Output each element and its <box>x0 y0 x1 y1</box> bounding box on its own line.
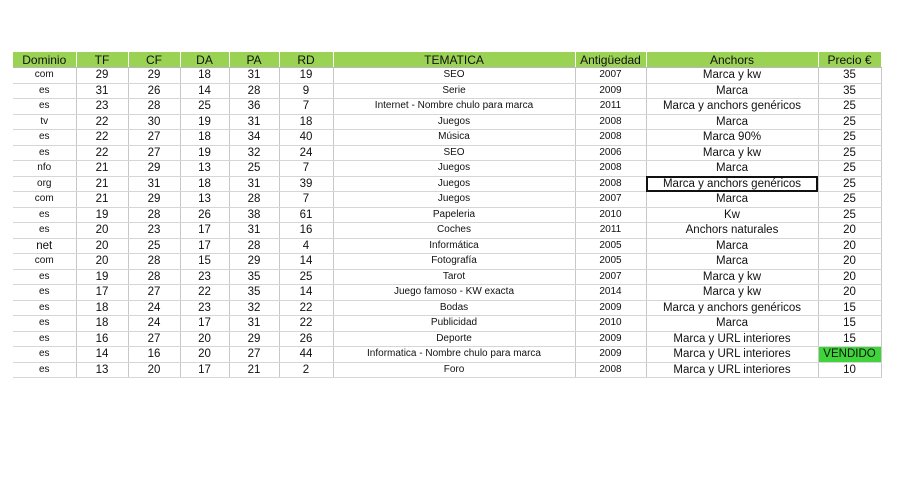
cell-antiguedad[interactable]: 2005 <box>575 238 646 254</box>
cell-antiguedad[interactable]: 2006 <box>575 145 646 161</box>
cell-anchors[interactable]: Marca <box>646 254 818 270</box>
cell-da[interactable]: 18 <box>180 130 229 146</box>
cell-dominio[interactable]: es <box>13 269 76 285</box>
cell-cf[interactable]: 27 <box>128 331 180 347</box>
cell-tematica[interactable]: SEO <box>333 68 575 84</box>
cell-pa[interactable]: 29 <box>229 331 279 347</box>
cell-pa[interactable]: 28 <box>229 238 279 254</box>
cell-dominio[interactable]: es <box>13 347 76 363</box>
cell-cf[interactable]: 23 <box>128 223 180 239</box>
cell-precio[interactable]: 20 <box>818 269 881 285</box>
cell-da[interactable]: 22 <box>180 285 229 301</box>
cell-precio[interactable]: 15 <box>818 300 881 316</box>
cell-da[interactable]: 17 <box>180 223 229 239</box>
cell-cf[interactable]: 30 <box>128 114 180 130</box>
cell-cf[interactable]: 26 <box>128 83 180 99</box>
cell-tematica[interactable]: Tarot <box>333 269 575 285</box>
table-row <box>13 68 881 84</box>
cell-anchors[interactable]: Marca y kw <box>646 269 818 285</box>
cell-pa[interactable]: 31 <box>229 316 279 332</box>
cell-dominio[interactable]: es <box>13 223 76 239</box>
cell-precio[interactable]: 35 <box>818 68 881 84</box>
cell-anchors[interactable]: Marca y kw <box>646 285 818 301</box>
cell-rd[interactable]: 19 <box>279 68 333 84</box>
cell-tf[interactable]: 20 <box>76 223 128 239</box>
cell-anchors[interactable]: Marca y anchors genéricos <box>646 176 818 192</box>
cell-precio[interactable]: 25 <box>818 176 881 192</box>
cell-pa[interactable]: 27 <box>229 347 279 363</box>
cell-tematica[interactable]: SEO <box>333 145 575 161</box>
cell-precio[interactable]: 25 <box>818 145 881 161</box>
cell-precio[interactable]: 15 <box>818 331 881 347</box>
cell-pa[interactable]: 21 <box>229 362 279 378</box>
table-row <box>13 83 881 99</box>
col-header-rd[interactable]: RD <box>279 52 333 68</box>
table-row <box>13 331 881 347</box>
cell-antiguedad[interactable]: 2010 <box>575 207 646 223</box>
cell-tf[interactable]: 29 <box>76 68 128 84</box>
col-header-antiguedad[interactable]: Antigüedad <box>575 52 646 68</box>
cell-pa[interactable]: 35 <box>229 285 279 301</box>
cell-cf[interactable]: 28 <box>128 99 180 115</box>
cell-precio[interactable]: 25 <box>818 207 881 223</box>
cell-tematica[interactable]: Papeleria <box>333 207 575 223</box>
cell-pa[interactable]: 36 <box>229 99 279 115</box>
cell-dominio[interactable]: org <box>13 176 76 192</box>
cell-anchors[interactable]: Marca y anchors genéricos <box>646 99 818 115</box>
cell-cf[interactable]: 25 <box>128 238 180 254</box>
col-header-dominio[interactable]: Dominio <box>13 52 76 68</box>
cell-precio[interactable]: VENDIDO <box>818 347 881 363</box>
cell-tf[interactable]: 16 <box>76 331 128 347</box>
cell-anchors[interactable]: Marca y kw <box>646 68 818 84</box>
cell-cf[interactable]: 27 <box>128 285 180 301</box>
cell-tematica[interactable]: Juegos <box>333 192 575 208</box>
cell-rd[interactable]: 44 <box>279 347 333 363</box>
table-row <box>13 223 881 239</box>
cell-pa[interactable]: 25 <box>229 161 279 177</box>
cell-tematica[interactable]: Informatica - Nombre chulo para marca <box>333 347 575 363</box>
cell-precio[interactable]: 20 <box>818 238 881 254</box>
table-row <box>13 176 881 192</box>
cell-tematica[interactable]: Bodas <box>333 300 575 316</box>
cell-dominio[interactable]: es <box>13 83 76 99</box>
cell-tf[interactable]: 23 <box>76 99 128 115</box>
table-row <box>13 285 881 301</box>
cell-tf[interactable]: 13 <box>76 362 128 378</box>
cell-antiguedad[interactable]: 2008 <box>575 161 646 177</box>
table-row <box>13 238 881 254</box>
cell-tf[interactable]: 20 <box>76 238 128 254</box>
cell-antiguedad[interactable]: 2005 <box>575 254 646 270</box>
cell-da[interactable]: 20 <box>180 347 229 363</box>
cell-da[interactable]: 20 <box>180 331 229 347</box>
cell-antiguedad[interactable]: 2011 <box>575 223 646 239</box>
cell-dominio[interactable]: es <box>13 331 76 347</box>
cell-anchors[interactable]: Marca <box>646 316 818 332</box>
cell-da[interactable]: 18 <box>180 68 229 84</box>
cell-tematica[interactable]: Serie <box>333 83 575 99</box>
cell-antiguedad[interactable]: 2007 <box>575 68 646 84</box>
table-row <box>13 192 881 208</box>
cell-precio[interactable]: 35 <box>818 83 881 99</box>
cell-da[interactable]: 14 <box>180 83 229 99</box>
cell-anchors[interactable]: Marca y URL interiores <box>646 331 818 347</box>
cell-anchors[interactable]: Marca <box>646 238 818 254</box>
cell-antiguedad[interactable]: 2007 <box>575 192 646 208</box>
cell-pa[interactable]: 31 <box>229 114 279 130</box>
cell-rd[interactable]: 16 <box>279 223 333 239</box>
cell-tematica[interactable]: Internet - Nombre chulo para marca <box>333 99 575 115</box>
cell-tf[interactable]: 20 <box>76 254 128 270</box>
cell-dominio[interactable]: es <box>13 285 76 301</box>
cell-dominio[interactable]: com <box>13 68 76 84</box>
cell-antiguedad[interactable]: 2009 <box>575 331 646 347</box>
cell-pa[interactable]: 31 <box>229 176 279 192</box>
cell-precio[interactable]: 25 <box>818 161 881 177</box>
cell-pa[interactable]: 28 <box>229 192 279 208</box>
cell-da[interactable]: 18 <box>180 176 229 192</box>
table-row <box>13 254 881 270</box>
cell-cf[interactable]: 27 <box>128 130 180 146</box>
table-row <box>13 99 881 115</box>
cell-tematica[interactable]: Juegos <box>333 114 575 130</box>
cell-tf[interactable]: 18 <box>76 316 128 332</box>
cell-cf[interactable]: 29 <box>128 161 180 177</box>
cell-tematica[interactable]: Publicidad <box>333 316 575 332</box>
cell-cf[interactable]: 27 <box>128 145 180 161</box>
cell-precio[interactable]: 20 <box>818 285 881 301</box>
cell-dominio[interactable]: net <box>13 238 76 254</box>
cell-rd[interactable]: 14 <box>279 254 333 270</box>
cell-da[interactable]: 13 <box>180 161 229 177</box>
cell-rd[interactable]: 24 <box>279 145 333 161</box>
cell-antiguedad[interactable]: 2008 <box>575 130 646 146</box>
cell-tf[interactable]: 22 <box>76 114 128 130</box>
cell-tematica[interactable]: Informática <box>333 238 575 254</box>
cell-antiguedad[interactable]: 2007 <box>575 269 646 285</box>
cell-pa[interactable]: 35 <box>229 269 279 285</box>
cell-precio[interactable]: 25 <box>818 114 881 130</box>
cell-anchors[interactable]: Marca <box>646 83 818 99</box>
cell-da[interactable]: 17 <box>180 316 229 332</box>
cell-tematica[interactable]: Juego famoso - KW exacta <box>333 285 575 301</box>
col-header-pa[interactable]: PA <box>229 52 279 68</box>
cell-anchors[interactable]: Marca y anchors genéricos <box>646 300 818 316</box>
cell-rd[interactable]: 22 <box>279 300 333 316</box>
cell-antiguedad[interactable]: 2009 <box>575 347 646 363</box>
cell-rd[interactable]: 22 <box>279 316 333 332</box>
cell-antiguedad[interactable]: 2011 <box>575 99 646 115</box>
cell-cf[interactable]: 29 <box>128 68 180 84</box>
cell-pa[interactable]: 29 <box>229 254 279 270</box>
cell-tf[interactable]: 18 <box>76 300 128 316</box>
cell-da[interactable]: 19 <box>180 145 229 161</box>
cell-da[interactable]: 17 <box>180 362 229 378</box>
cell-rd[interactable]: 39 <box>279 176 333 192</box>
cell-cf[interactable]: 28 <box>128 269 180 285</box>
cell-dominio[interactable]: es <box>13 99 76 115</box>
col-header-cf[interactable]: CF <box>128 52 180 68</box>
cell-rd[interactable]: 7 <box>279 161 333 177</box>
cell-rd[interactable]: 40 <box>279 130 333 146</box>
cell-anchors[interactable]: Marca y URL interiores <box>646 362 818 378</box>
cell-antiguedad[interactable]: 2014 <box>575 285 646 301</box>
table-row <box>13 269 881 285</box>
cell-tematica[interactable]: Foro <box>333 362 575 378</box>
cell-cf[interactable]: 31 <box>128 176 180 192</box>
cell-rd[interactable]: 2 <box>279 362 333 378</box>
cell-da[interactable]: 26 <box>180 207 229 223</box>
cell-anchors[interactable]: Marca <box>646 161 818 177</box>
table-row <box>13 316 881 332</box>
cell-cf[interactable]: 28 <box>128 254 180 270</box>
cell-pa[interactable]: 38 <box>229 207 279 223</box>
cell-anchors[interactable]: Marca y URL interiores <box>646 347 818 363</box>
cell-antiguedad[interactable]: 2010 <box>575 316 646 332</box>
cell-dominio[interactable]: nfo <box>13 161 76 177</box>
cell-tematica[interactable]: Música <box>333 130 575 146</box>
cell-tematica[interactable]: Juegos <box>333 161 575 177</box>
spreadsheet-table <box>13 52 882 378</box>
cell-tematica[interactable]: Coches <box>333 223 575 239</box>
cell-pa[interactable]: 28 <box>229 83 279 99</box>
cell-antiguedad[interactable]: 2009 <box>575 300 646 316</box>
cell-dominio[interactable]: es <box>13 207 76 223</box>
cell-tematica[interactable]: Juegos <box>333 176 575 192</box>
cell-tf[interactable]: 31 <box>76 83 128 99</box>
cell-antiguedad[interactable]: 2008 <box>575 114 646 130</box>
col-header-tematica[interactable]: TEMATICA <box>333 52 575 68</box>
table-row <box>13 145 881 161</box>
cell-da[interactable]: 23 <box>180 269 229 285</box>
cell-dominio[interactable]: com <box>13 254 76 270</box>
col-header-da[interactable]: DA <box>180 52 229 68</box>
cell-pa[interactable]: 32 <box>229 145 279 161</box>
cell-tf[interactable]: 19 <box>76 269 128 285</box>
cell-da[interactable]: 25 <box>180 99 229 115</box>
cell-dominio[interactable]: es <box>13 145 76 161</box>
cell-cf[interactable]: 24 <box>128 300 180 316</box>
cell-antiguedad[interactable]: 2008 <box>575 362 646 378</box>
cell-da[interactable]: 23 <box>180 300 229 316</box>
table-row <box>13 300 881 316</box>
cell-anchors[interactable]: Marca <box>646 192 818 208</box>
cell-rd[interactable]: 26 <box>279 331 333 347</box>
cell-pa[interactable]: 34 <box>229 130 279 146</box>
cell-cf[interactable]: 29 <box>128 192 180 208</box>
col-header-precio[interactable]: Precio € <box>818 52 881 68</box>
cell-rd[interactable]: 4 <box>279 238 333 254</box>
cell-rd[interactable]: 18 <box>279 114 333 130</box>
cell-pa[interactable]: 31 <box>229 68 279 84</box>
cell-anchors[interactable]: Anchors naturales <box>646 223 818 239</box>
cell-tf[interactable]: 22 <box>76 130 128 146</box>
cell-anchors[interactable]: Marca 90% <box>646 130 818 146</box>
cell-rd[interactable]: 9 <box>279 83 333 99</box>
cell-cf[interactable]: 20 <box>128 362 180 378</box>
cell-tf[interactable]: 21 <box>76 192 128 208</box>
cell-rd[interactable]: 25 <box>279 269 333 285</box>
cell-tematica[interactable]: Deporte <box>333 331 575 347</box>
table-row <box>13 362 881 378</box>
cell-tf[interactable]: 21 <box>76 161 128 177</box>
cell-da[interactable]: 19 <box>180 114 229 130</box>
cell-precio[interactable]: 25 <box>818 99 881 115</box>
cell-dominio[interactable]: es <box>13 316 76 332</box>
cell-precio[interactable]: 20 <box>818 223 881 239</box>
cell-anchors[interactable]: Marca <box>646 114 818 130</box>
table-row <box>13 114 881 130</box>
cell-pa[interactable]: 32 <box>229 300 279 316</box>
cell-da[interactable]: 17 <box>180 238 229 254</box>
cell-tf[interactable]: 22 <box>76 145 128 161</box>
cell-precio[interactable]: 15 <box>818 316 881 332</box>
table-row <box>13 347 881 363</box>
cell-rd[interactable]: 7 <box>279 99 333 115</box>
cell-cf[interactable]: 24 <box>128 316 180 332</box>
table-row <box>13 130 881 146</box>
cell-tf[interactable]: 17 <box>76 285 128 301</box>
cell-dominio[interactable]: tv <box>13 114 76 130</box>
cell-precio[interactable]: 20 <box>818 254 881 270</box>
cell-anchors[interactable]: Kw <box>646 207 818 223</box>
cell-precio[interactable]: 10 <box>818 362 881 378</box>
cell-rd[interactable]: 14 <box>279 285 333 301</box>
cell-dominio[interactable]: es <box>13 130 76 146</box>
cell-pa[interactable]: 31 <box>229 223 279 239</box>
cell-dominio[interactable]: es <box>13 300 76 316</box>
cell-tf[interactable]: 21 <box>76 176 128 192</box>
cell-da[interactable]: 15 <box>180 254 229 270</box>
table-row <box>13 207 881 223</box>
cell-cf[interactable]: 16 <box>128 347 180 363</box>
cell-tf[interactable]: 14 <box>76 347 128 363</box>
cell-antiguedad[interactable]: 2009 <box>575 83 646 99</box>
cell-precio[interactable]: 25 <box>818 130 881 146</box>
col-header-anchors[interactable]: Anchors <box>646 52 818 68</box>
cell-dominio[interactable]: es <box>13 362 76 378</box>
cell-tf[interactable]: 19 <box>76 207 128 223</box>
cell-dominio[interactable]: com <box>13 192 76 208</box>
col-header-tf[interactable]: TF <box>76 52 128 68</box>
cell-cf[interactable]: 28 <box>128 207 180 223</box>
cell-tematica[interactable]: Fotografía <box>333 254 575 270</box>
table-row <box>13 161 881 177</box>
cell-precio[interactable]: 25 <box>818 192 881 208</box>
cell-anchors[interactable]: Marca y kw <box>646 145 818 161</box>
cell-rd[interactable]: 7 <box>279 192 333 208</box>
cell-antiguedad[interactable]: 2008 <box>575 176 646 192</box>
header-row <box>13 52 881 68</box>
cell-rd[interactable]: 61 <box>279 207 333 223</box>
cell-da[interactable]: 13 <box>180 192 229 208</box>
